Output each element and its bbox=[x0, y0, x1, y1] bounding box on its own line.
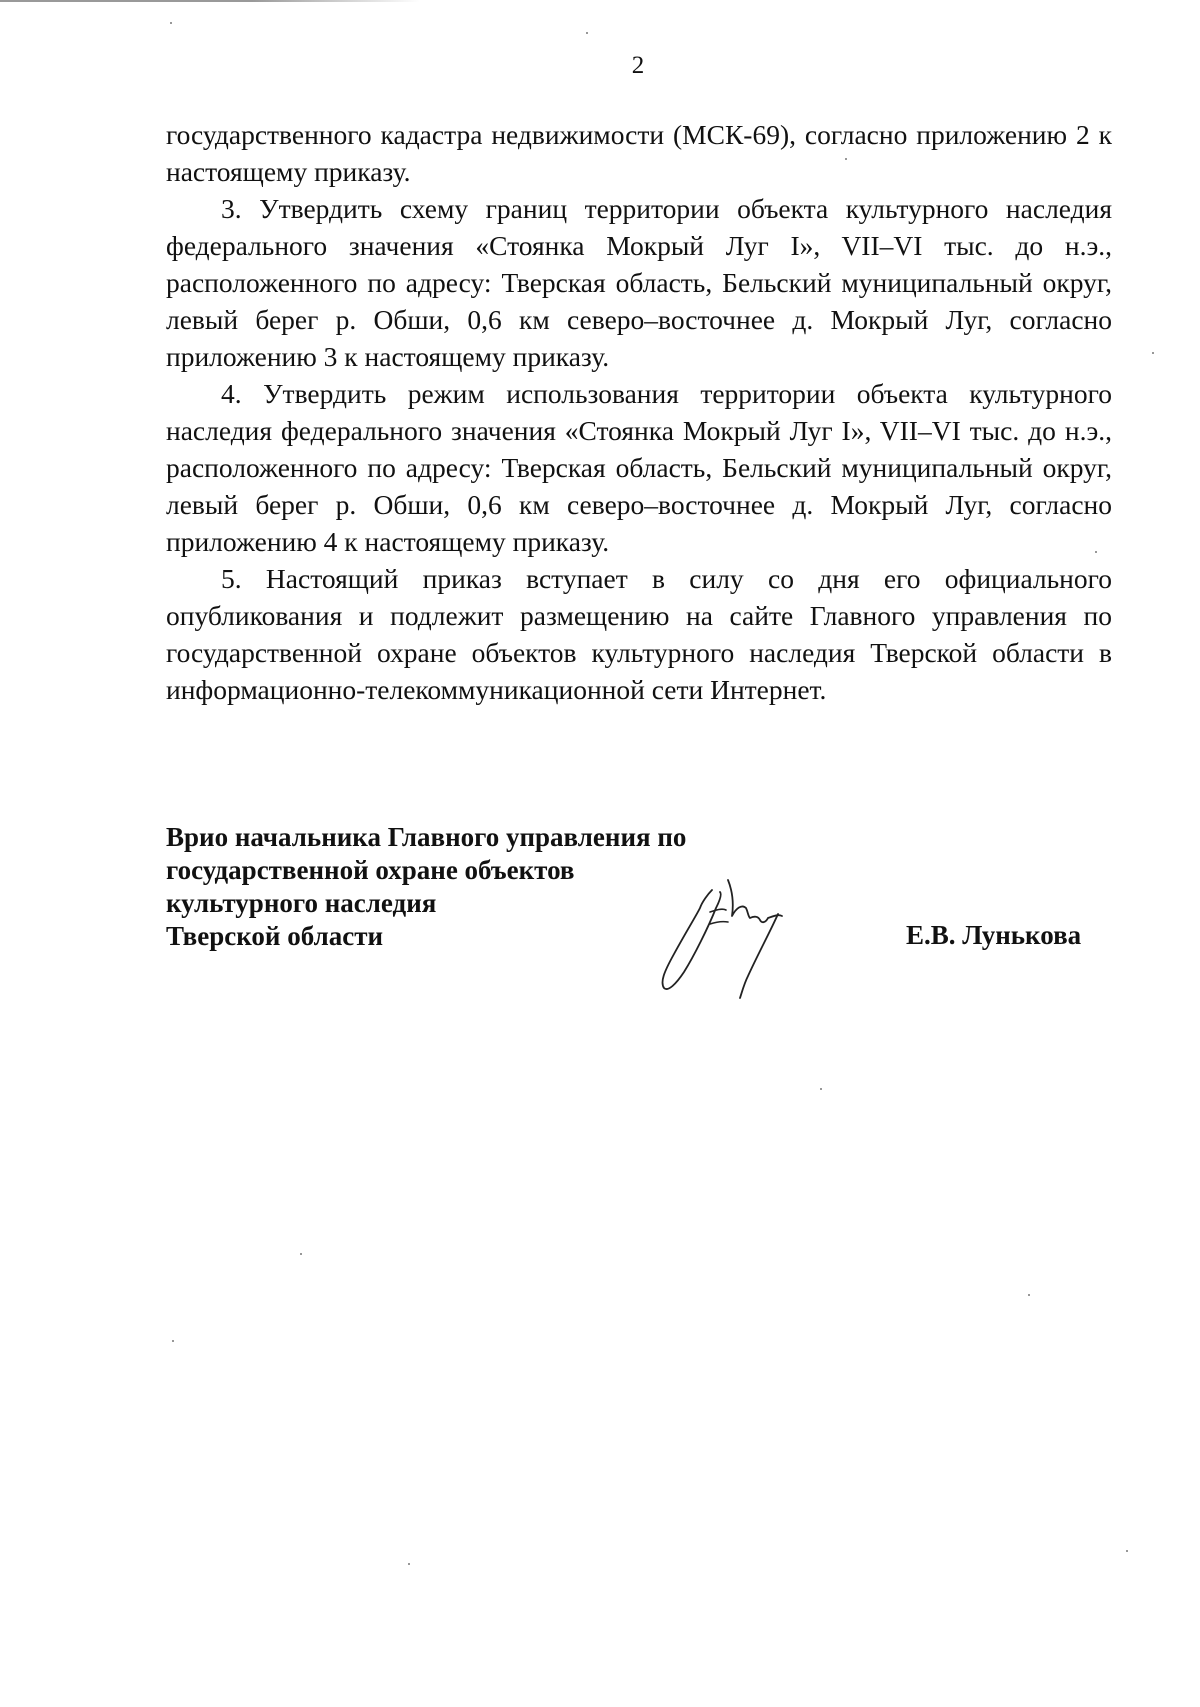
signer-position-line: Тверской области bbox=[166, 921, 384, 951]
scan-speck bbox=[300, 1253, 302, 1255]
scan-speck bbox=[820, 1088, 822, 1090]
signer-position-line: Врио начальника Главного управления по bbox=[166, 822, 687, 852]
scan-edge bbox=[0, 0, 420, 2]
scan-speck bbox=[408, 1563, 410, 1565]
scan-speck bbox=[1095, 551, 1097, 553]
signer-position bbox=[166, 821, 686, 953]
scan-speck bbox=[1126, 1550, 1128, 1552]
paragraph-item-4: 4. Утвердить режим использования территории объекта культурного наследия федерального значения «Стоянка Мокрый Луг I», VII–VI тыс. до н.э., расположенного по адресу: Тверская область, Бельский муниципальный округ, левый берег р. Обши, 0,6 км северо–восточнее д. Мокрый Луг, согласно приложению 4 к настоящему приказу. bbox=[166, 378, 1112, 557]
scan-speck bbox=[586, 32, 588, 34]
signer-name: Е.В. Лунькова bbox=[906, 920, 1082, 950]
scan-speck bbox=[170, 22, 172, 24]
scan-speck bbox=[1152, 352, 1154, 354]
handwritten-signature bbox=[650, 872, 830, 1012]
signer-position-line: государственной охране объектов bbox=[166, 855, 575, 885]
scan-speck bbox=[845, 158, 847, 160]
paragraph-item-3: 3. Утвердить схему границ территории объекта культурного наследия федерального значения «Стоянка Мокрый Луг I», VII–VI тыс. до н.э., расположенного по адресу: Тверская область, Бельский муниципальный округ, левый берег р. Обши, 0,6 км северо–восточнее д. Мокрый Луг, согласно приложению 3 к настоящему приказу. bbox=[166, 193, 1112, 372]
page-number: 2 bbox=[631, 52, 645, 79]
signer-position-line: культурного наследия bbox=[166, 888, 437, 918]
paragraph-continuation: государственного кадастра недвижимости (МСК-69), согласно приложению 2 к настоящему приказу. bbox=[166, 119, 1112, 187]
document-body bbox=[166, 116, 1112, 708]
scan-speck bbox=[172, 1340, 174, 1342]
paragraph-item-5: 5. Настоящий приказ вступает в силу со дня его официального опубликования и подлежит размещению на сайте Главного управления по государственной охране объектов культурного наследия Тверской области в информационно-телекоммуникационной сети Интернет. bbox=[166, 563, 1112, 705]
scan-speck bbox=[1028, 1294, 1030, 1296]
